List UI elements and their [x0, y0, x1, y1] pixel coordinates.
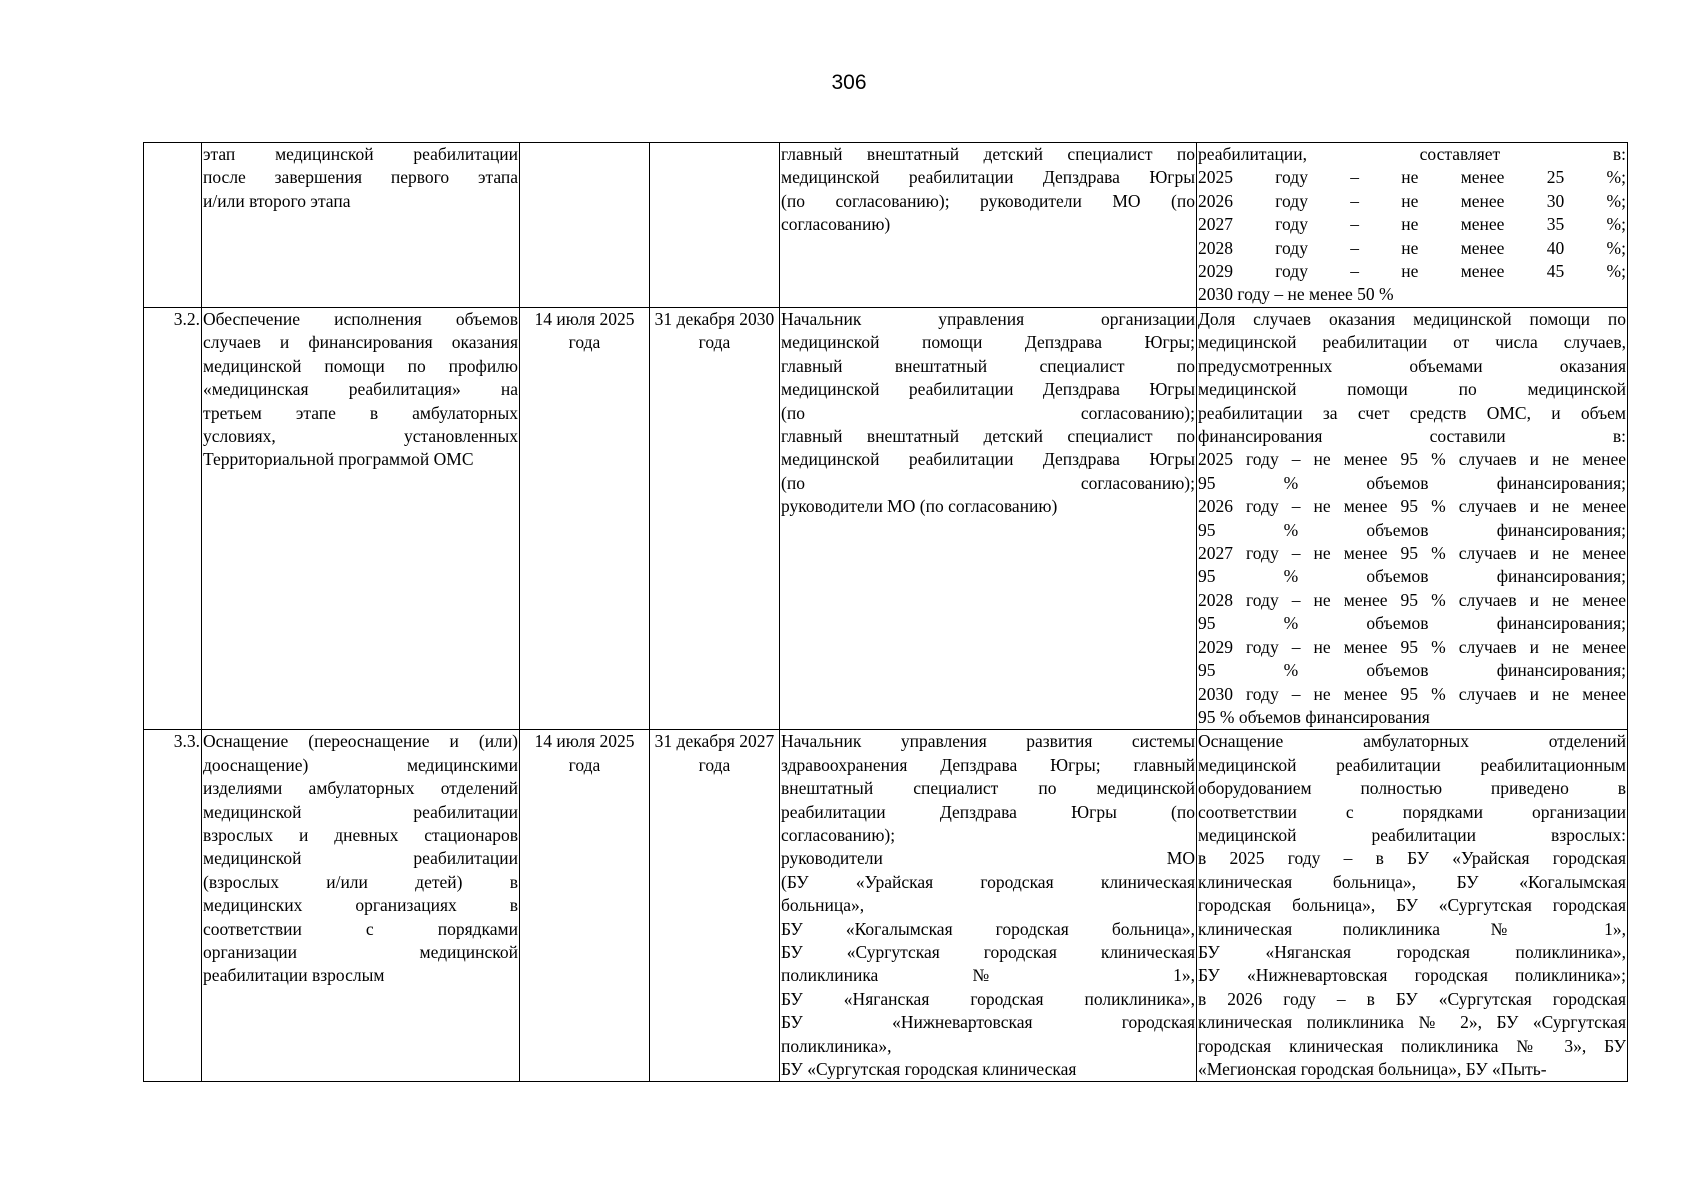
cell-text-line: этап медицинской реабилитации — [203, 144, 518, 164]
cell-text-line: 2030 году – не менее 95 % случаев и не менее — [1198, 683, 1626, 704]
cell-text-line: 95 % объемов финансирования — [1198, 706, 1430, 727]
cell-text-line: дооснащение) медицинскими — [203, 754, 518, 775]
cell-text-line: 95 % объемов финансирования; — [1198, 660, 1626, 681]
cell-result — [1197, 730, 1628, 1082]
cell-text-line: медицинской реабилитации — [203, 848, 518, 869]
cell-text-line: в 2026 году – в БУ «Сургутская городская — [1198, 988, 1626, 1009]
cell-text-line: и/или второго этапа — [203, 190, 351, 211]
cell-responsible — [780, 143, 1197, 308]
cell-text-line: здравоохранения Депздрава Югры; главный — [781, 754, 1195, 775]
cell-start-date — [520, 143, 650, 308]
cell-event — [202, 308, 520, 730]
cell-start-date: 14 июля 2025 года — [520, 730, 650, 1082]
cell-text-line: медицинской реабилитации от числа случаев, — [1198, 332, 1626, 353]
cell-text-line: медицинской реабилитации Депздрава Югры — [781, 449, 1195, 470]
cell-text-line: БУ «Няганская городская поликлиника», — [1198, 941, 1626, 962]
cell-number: 3.2. — [144, 308, 202, 730]
cell-text-line: БУ «Сургутская городская клиническая — [781, 941, 1195, 962]
page-number: 306 — [831, 71, 867, 94]
cell-text-line: Обеспечение исполнения объемов — [203, 309, 518, 329]
cell-text-line: руководители МО — [781, 848, 1195, 869]
cell-text-line: условиях, установленных — [203, 426, 518, 447]
measures-table — [143, 142, 1628, 1082]
cell-text-line: Оснащение амбулаторных отделений — [1198, 731, 1626, 752]
cell-text-line: финансирования составили в: — [1198, 426, 1626, 447]
cell-text-line: медицинской реабилитации взрослых: — [1198, 824, 1626, 845]
cell-text-line: 2025 году – не менее 25 %; — [1198, 167, 1626, 188]
cell-text-line: взрослых и дневных стационаров — [203, 824, 518, 845]
cell-text-line: реабилитации за счет средств ОМС, и объем — [1198, 402, 1626, 423]
cell-text-line: клиническая поликлиника № 2», БУ «Сургутская — [1198, 1012, 1626, 1033]
cell-text-line: 2030 году – не менее 50 % — [1198, 284, 1394, 305]
cell-text-line: городская больница», БУ «Сургутская городская — [1198, 895, 1626, 916]
cell-text-line: больница», — [781, 895, 865, 916]
cell-text-line: медицинской реабилитации — [203, 801, 518, 822]
cell-text-line: (БУ «Урайская городская клиническая — [781, 871, 1195, 892]
cell-text-line: (взрослых и/или детей) в — [203, 871, 518, 892]
cell-text-line: соответствии с порядками — [203, 918, 518, 939]
cell-text-line: изделиями амбулаторных отделений — [203, 778, 518, 799]
cell-text-line: 95 % объемов финансирования; — [1198, 613, 1626, 634]
cell-text-line: городская клиническая поликлиника № 3», БУ — [1198, 1035, 1626, 1056]
cell-text-line: Начальник управления развития системы — [781, 731, 1195, 752]
cell-text-line: реабилитации Депздрава Югры (по — [781, 801, 1195, 822]
cell-responsible — [780, 308, 1197, 730]
cell-text-line: 2028 году – не менее 95 % случаев и не менее — [1198, 589, 1626, 610]
cell-text-line: реабилитации, составляет в: — [1198, 144, 1626, 164]
cell-text-line: поликлиника», — [781, 1035, 892, 1056]
cell-text-line: 2027 году – не менее 95 % случаев и не менее — [1198, 543, 1626, 564]
cell-end-date — [650, 143, 780, 308]
cell-text-line: Территориальной программой ОМС — [203, 449, 474, 470]
cell-text-line: внештатный специалист по медицинской — [781, 778, 1195, 799]
cell-end-date: 31 декабря 2030 года — [650, 308, 780, 730]
cell-text-line: «Мегионская городская больница», БУ «Пыть- — [1198, 1059, 1547, 1079]
cell-text-line: предусмотренных объемами оказания — [1198, 355, 1626, 376]
cell-text-line: медицинской реабилитации Депздрава Югры — [781, 167, 1195, 188]
cell-text-line: согласованию) — [781, 214, 891, 235]
cell-text-line: 2025 году – не менее 95 % случаев и не менее — [1198, 449, 1626, 470]
cell-text-line: Начальник управления организации — [781, 309, 1195, 329]
table-row — [144, 308, 1628, 730]
cell-text-line: согласованию); — [781, 824, 896, 845]
cell-text-line: 95 % объемов финансирования; — [1198, 519, 1626, 540]
cell-end-date: 31 декабря 2027 года — [650, 730, 780, 1082]
cell-text-line: (по согласованию); — [781, 402, 1195, 423]
cell-text-line: Доля случаев оказания медицинской помощи по — [1198, 309, 1626, 329]
cell-text-line: медицинских организациях в — [203, 895, 518, 916]
cell-text-line: «медицинская реабилитация» на — [203, 379, 518, 400]
cell-start-date: 14 июля 2025 года — [520, 308, 650, 730]
cell-text-line: медицинской помощи Депздрава Югры; — [781, 332, 1195, 353]
cell-text-line: БУ «Сургутская городская клиническая — [781, 1059, 1077, 1079]
cell-result — [1197, 143, 1628, 308]
cell-text-line: третьем этапе в амбулаторных — [203, 402, 518, 423]
table-row — [144, 143, 1628, 308]
cell-text-line: 2027 году – не менее 35 %; — [1198, 214, 1626, 235]
cell-text-line: (по согласованию); руководители МО (по — [781, 190, 1195, 211]
cell-text-line: 2026 году – не менее 30 %; — [1198, 190, 1626, 211]
cell-text-line: поликлиника № 1», — [781, 965, 1195, 986]
cell-text-line: случаев и финансирования оказания — [203, 332, 518, 353]
cell-text-line: соответствии с порядками организации — [1198, 801, 1626, 822]
cell-text-line: главный внештатный детский специалист по — [781, 144, 1195, 164]
cell-number: 3.3. — [144, 730, 202, 1082]
cell-text-line: 2029 году – не менее 45 %; — [1198, 261, 1626, 282]
cell-number — [144, 143, 202, 308]
cell-text-line: оборудованием полностью приведено в — [1198, 778, 1626, 799]
cell-text-line: реабилитации взрослым — [203, 965, 385, 986]
cell-result — [1197, 308, 1628, 730]
cell-text-line: 2028 году – не менее 40 %; — [1198, 237, 1626, 258]
cell-text-line: организации медицинской — [203, 941, 518, 962]
cell-text-line: главный внештатный детский специалист по — [781, 426, 1195, 447]
cell-text-line: (по согласованию); — [781, 472, 1195, 493]
cell-text-line: БУ «Нижневартовская городская поликлиника»; — [1198, 965, 1626, 986]
cell-text-line: клиническая больница», БУ «Когалымская — [1198, 871, 1626, 892]
table-row — [144, 730, 1628, 1082]
cell-text-line: медицинской реабилитации Депздрава Югры — [781, 379, 1195, 400]
cell-text-line: после завершения первого этапа — [203, 167, 518, 188]
cell-event — [202, 143, 520, 308]
cell-text-line: главный внештатный специалист по — [781, 355, 1195, 376]
cell-text-line: 95 % объемов финансирования; — [1198, 472, 1626, 493]
cell-text-line: БУ «Нижневартовская городская — [781, 1012, 1195, 1033]
cell-text-line: руководители МО (по согласованию) — [781, 496, 1058, 517]
cell-text-line: 2026 году – не менее 95 % случаев и не менее — [1198, 496, 1626, 517]
cell-text-line: медицинской реабилитации реабилитационным — [1198, 754, 1626, 775]
cell-text-line: 95 % объемов финансирования; — [1198, 566, 1626, 587]
cell-text-line: медицинской помощи по медицинской — [1198, 379, 1626, 400]
cell-responsible — [780, 730, 1197, 1082]
cell-text-line: БУ «Няганская городская поликлиника», — [781, 988, 1195, 1009]
cell-text-line: Оснащение (переоснащение и (или) — [203, 731, 518, 752]
cell-text-line: медицинской помощи по профилю — [203, 355, 518, 376]
cell-text-line: 2029 году – не менее 95 % случаев и не менее — [1198, 636, 1626, 657]
cell-text-line: в 2025 году – в БУ «Урайская городская — [1198, 848, 1626, 869]
cell-text-line: БУ «Когалымская городская больница», — [781, 918, 1195, 939]
cell-text-line: клиническая поликлиника № 1», — [1198, 918, 1626, 939]
cell-event — [202, 730, 520, 1082]
